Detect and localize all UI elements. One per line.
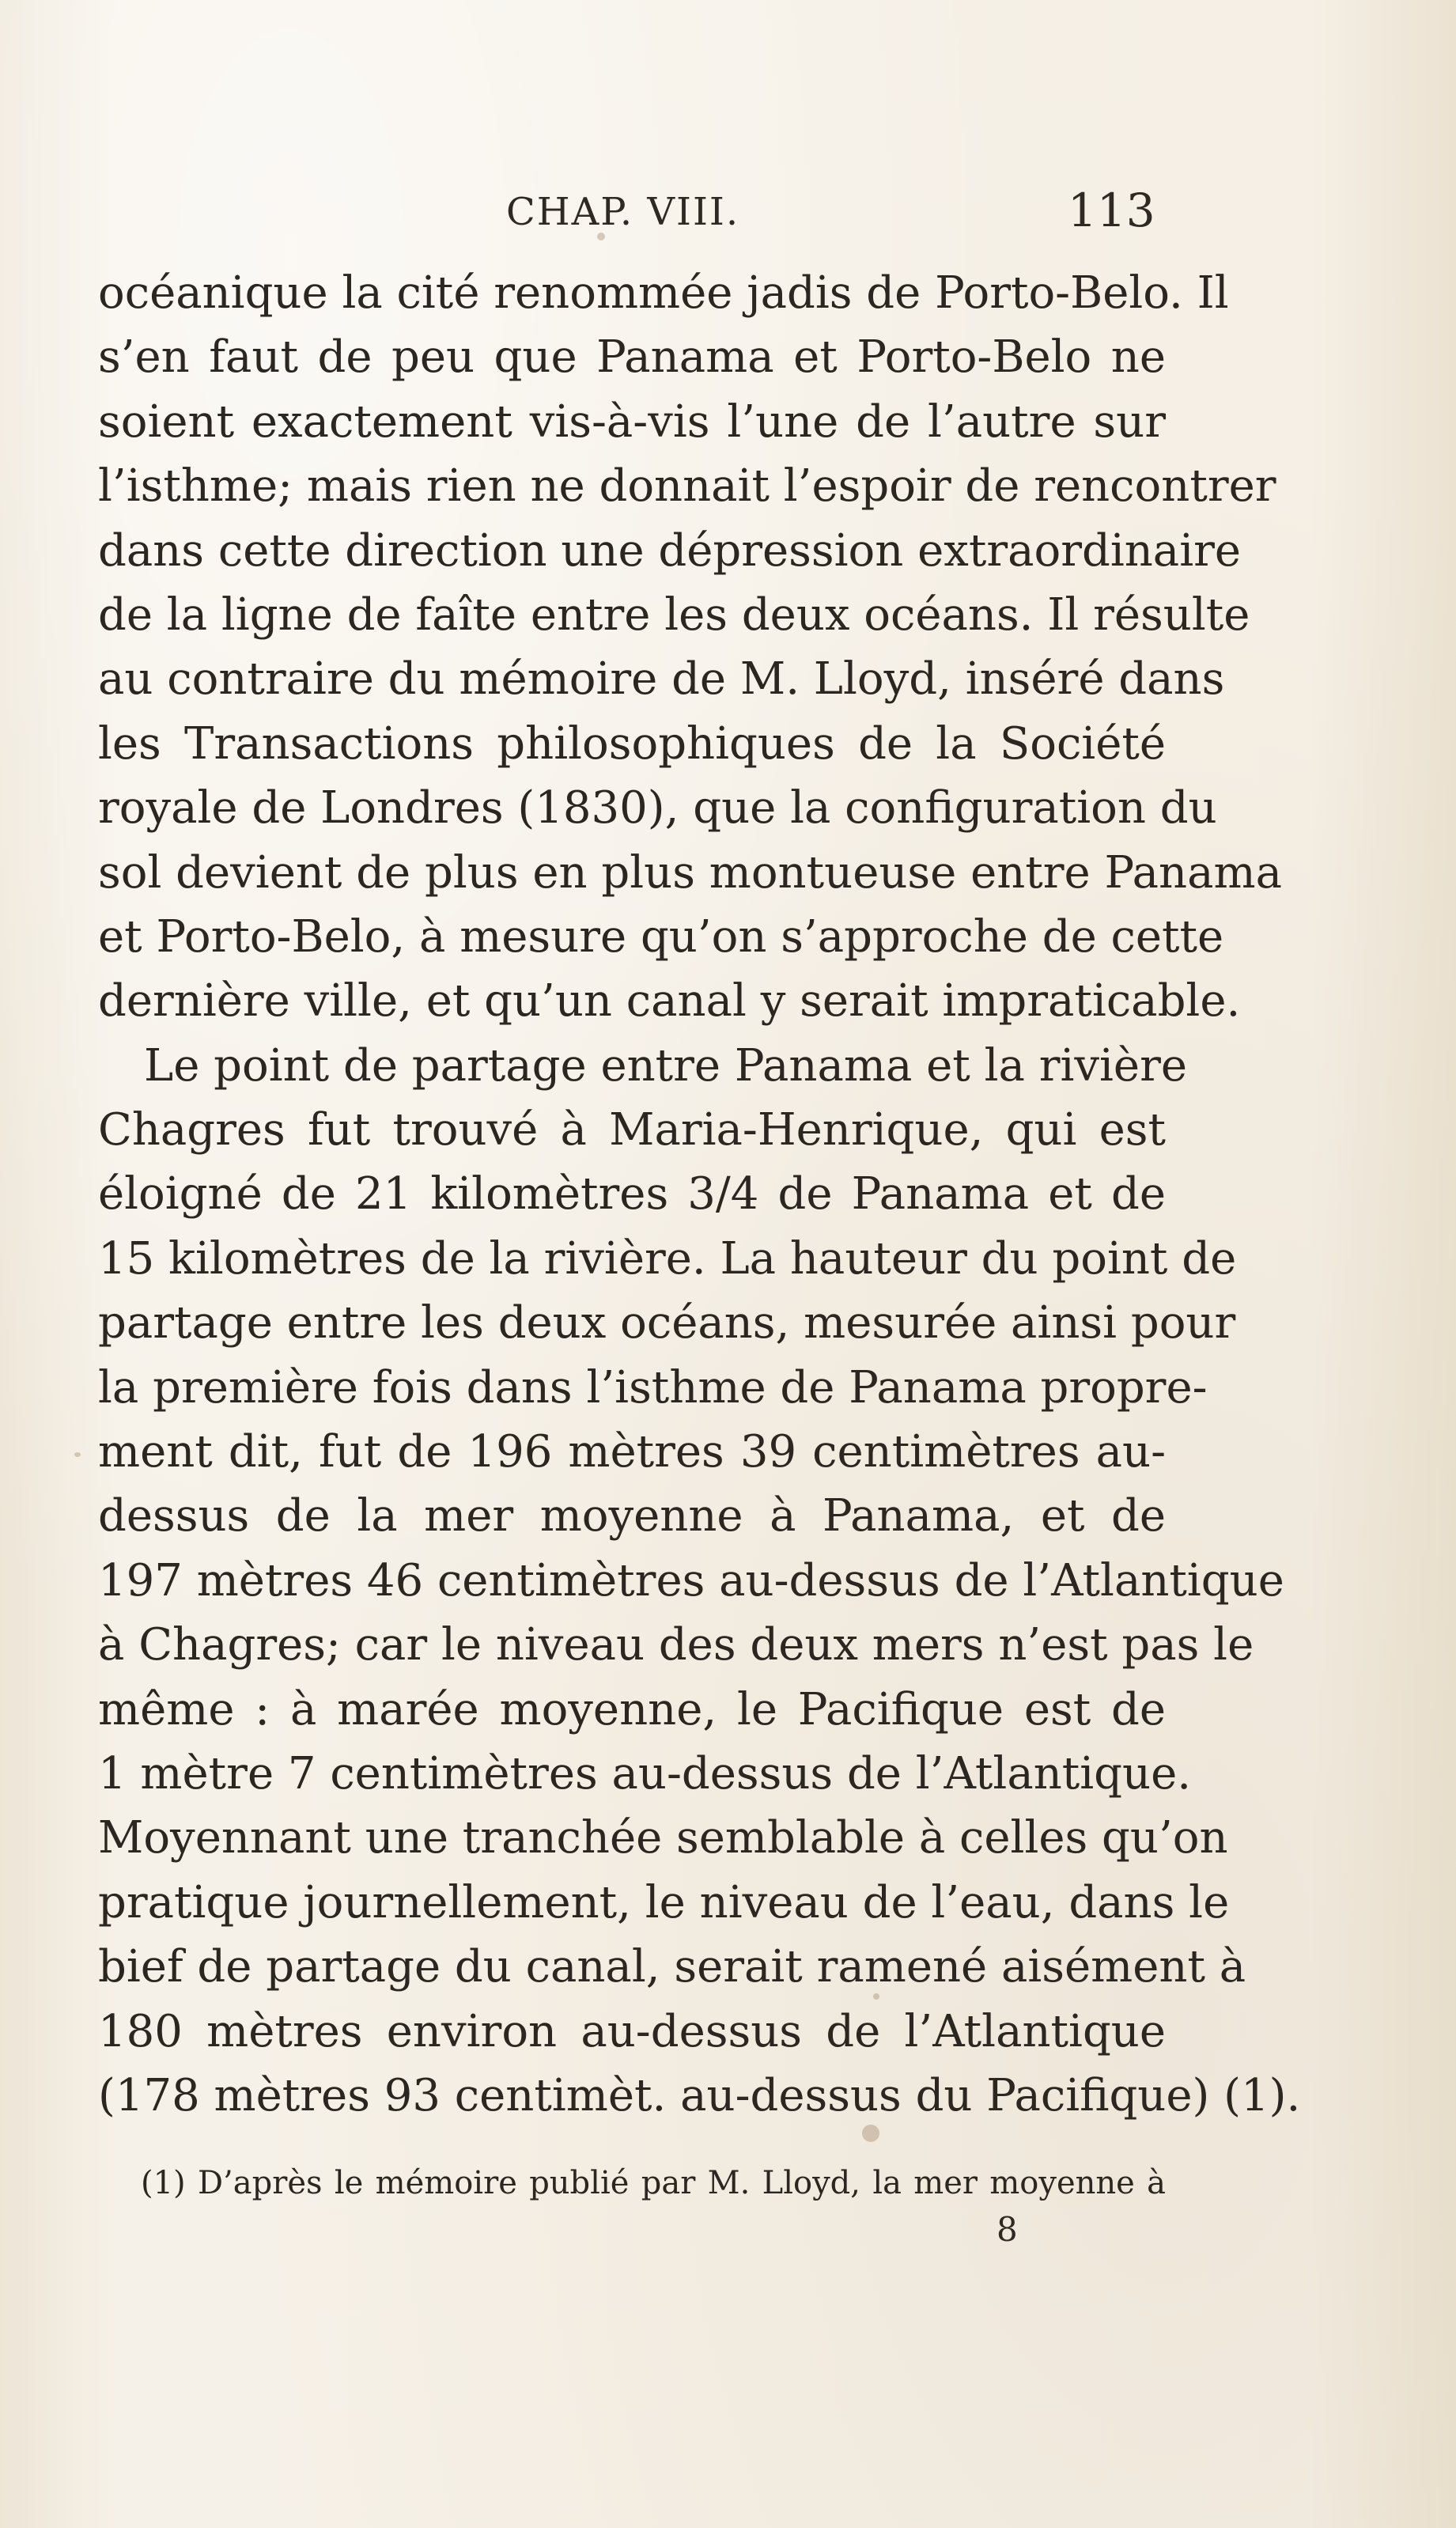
text-line: 197 mètres 46 centimètres au-dessus de l’Atlantique <box>98 1554 1284 1606</box>
text-line: même : à marée moyenne, le Pacifique est de <box>98 1683 1166 1735</box>
text-line: royale de Londres (1830), que la configuration du <box>98 782 1217 834</box>
text-line: sol devient de plus en plus montueuse entre Panama <box>98 846 1282 899</box>
running-head: CHAP. VIII. <box>506 190 740 234</box>
body-text <box>98 261 1301 2128</box>
text-line: (178 mètres 93 centimèt. au-dessus du Pacifique) (1). <box>98 2069 1301 2121</box>
text-line: Moyennant une tranchée semblable à celles qu’on <box>98 1812 1228 1864</box>
page-header <box>0 184 1456 247</box>
text-line: dernière ville, et qu’un canal y serait impraticable. <box>98 975 1241 1027</box>
text-line: ment dit, fut de 196 mètres 39 centimètres au- <box>98 1426 1166 1478</box>
text-line: bief de partage du canal, serait ramené aisément à <box>98 1941 1246 1993</box>
text-line: de la ligne de faîte entre les deux océans. Il résulte <box>98 588 1250 641</box>
text-line: à Chagres; car le niveau des deux mers n’est pas le <box>98 1619 1254 1671</box>
text-line: 180 mètres environ au-dessus de l’Atlantique <box>98 2005 1166 2057</box>
text-line: 15 kilomètres de la rivière. La hauteur du point de <box>98 1232 1237 1285</box>
text-line: l’isthme; mais rien ne donnait l’espoir de rencontrer <box>98 460 1276 513</box>
page-number: 113 <box>1068 184 1155 237</box>
text-line: la première fois dans l’isthme de Panama propre- <box>98 1361 1208 1413</box>
text-line: soient exactement vis-à-vis l’une de l’autre sur <box>98 395 1166 448</box>
text-line: s’en faut de peu que Panama et Porto-Belo ne <box>98 331 1166 384</box>
text-line: océanique la cité renommée jadis de Porto-Belo. Il <box>98 267 1229 319</box>
text-line: 1 mètre 7 centimètres au-dessus de l’Atlantique. <box>98 1747 1192 1799</box>
signature-mark: 8 <box>997 2210 1018 2249</box>
text-line: et Porto-Belo, à mesure qu’on s’approche de cette <box>98 910 1224 963</box>
text-line: dans cette direction une dépression extraordinaire <box>98 524 1242 577</box>
text-line: pratique journellement, le niveau de l’eau, dans le <box>98 1876 1230 1928</box>
paper-spot <box>74 1452 81 1457</box>
text-line: Le point de partage entre Panama et la rivière <box>144 1039 1187 1092</box>
footnote: (1) D’après le mémoire publié par M. Lloyd, la mer moyenne à <box>141 2165 1166 2201</box>
text-line: au contraire du mémoire de M. Lloyd, inséré dans <box>98 653 1225 706</box>
text-line: Chagres fut trouvé à Maria-Henrique, qui est <box>98 1104 1166 1156</box>
text-line: éloigné de 21 kilomètres 3/4 de Panama et de <box>98 1168 1166 1220</box>
text-line: partage entre les deux océans, mesurée ainsi pour <box>98 1297 1236 1349</box>
text-line: les Transactions philosophiques de la Société <box>98 717 1166 770</box>
text-line: dessus de la mer moyenne à Panama, et de <box>98 1490 1166 1542</box>
